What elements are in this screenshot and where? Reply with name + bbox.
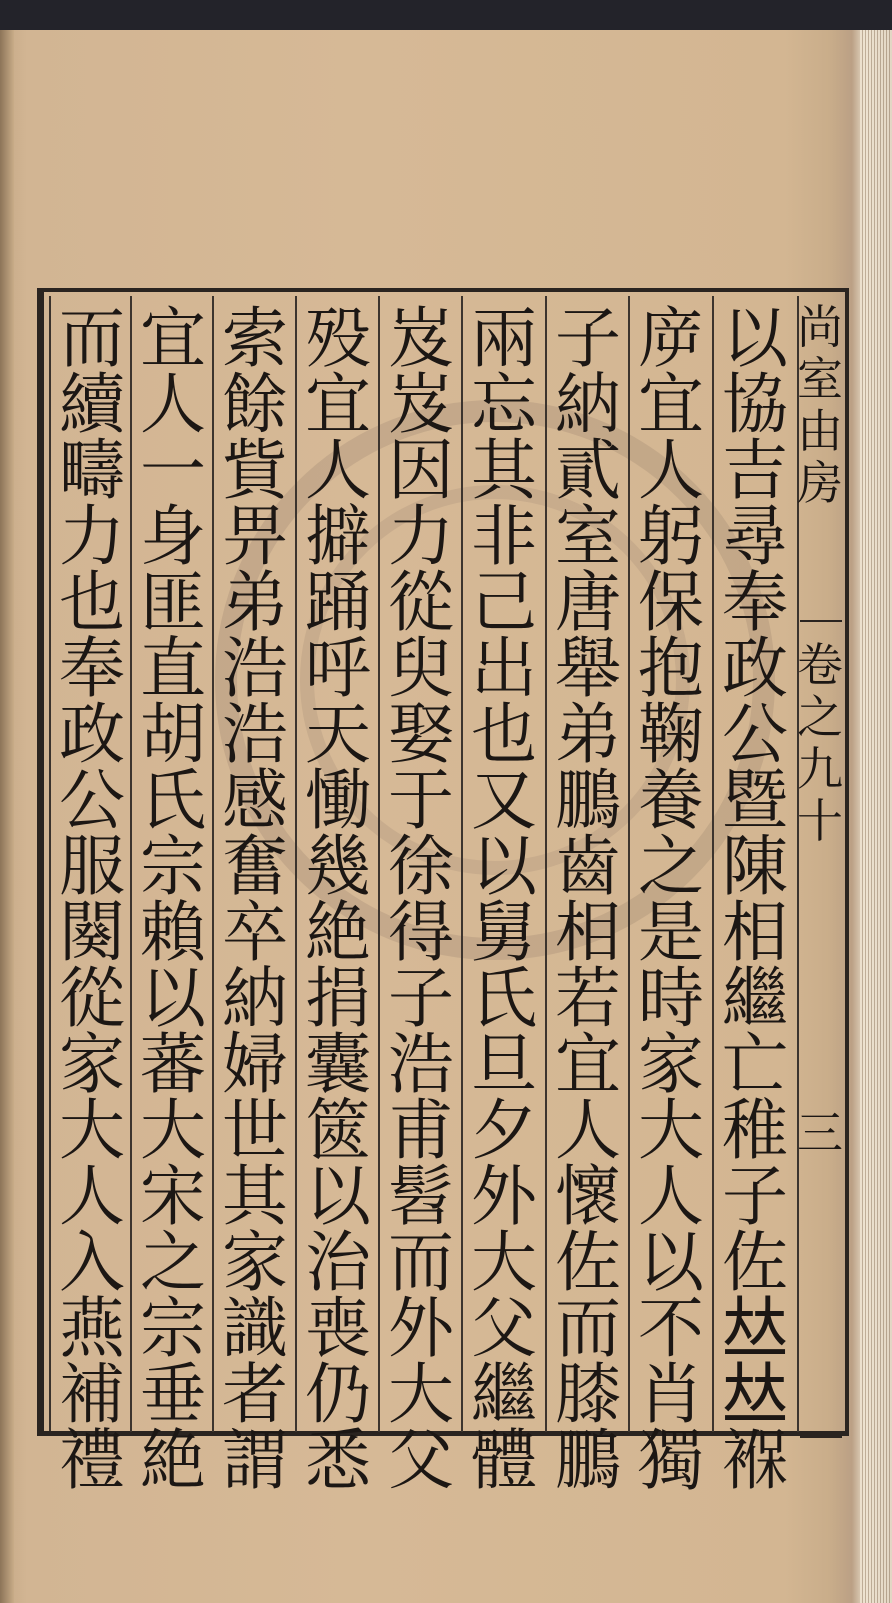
glyph: 捐 [305, 960, 371, 1037]
glyph: 殁 [305, 300, 371, 377]
glyph: 也 [59, 564, 125, 641]
glyph: 陳 [722, 828, 788, 905]
glyph: 得 [388, 894, 454, 971]
glyph: 畀 [222, 498, 288, 575]
text-column-5 [379, 300, 463, 1499]
text-column-9 [50, 300, 134, 1499]
glyph: 而 [388, 1224, 454, 1301]
glyph: 浩 [388, 1026, 454, 1103]
glyph: 父 [471, 1290, 537, 1367]
glyph: 出 [471, 630, 537, 707]
glyph: 獨 [638, 1422, 704, 1499]
glyph: 外 [471, 1158, 537, 1235]
text-column-8 [131, 300, 215, 1499]
glyph: 力 [388, 498, 454, 575]
glyph: 喪 [305, 1290, 371, 1367]
glyph: 于 [388, 762, 454, 839]
glyph: 九 [797, 742, 843, 796]
glyph: 大 [638, 1092, 704, 1169]
glyph: 協 [722, 366, 788, 443]
glyph: 謂 [222, 1422, 288, 1499]
glyph: 人 [555, 1092, 621, 1169]
glyph: 亡 [722, 1026, 788, 1103]
glyph: 宗 [140, 828, 206, 905]
glyph: 躬 [638, 498, 704, 575]
glyph: 家 [59, 1026, 125, 1103]
text-column-4 [462, 300, 546, 1499]
glyph: 以 [305, 1158, 371, 1235]
glyph: 父 [388, 1422, 454, 1499]
glyph: 人 [140, 366, 206, 443]
glyph: 卷 [797, 638, 843, 692]
glyph: 浩 [222, 696, 288, 773]
glyph: 身 [140, 498, 206, 575]
glyph: 也 [471, 696, 537, 773]
glyph: 貳 [555, 432, 621, 509]
gutter-book-title [797, 300, 843, 512]
glyph: 宋 [140, 1158, 206, 1235]
glyph: 繼 [722, 960, 788, 1037]
glyph: 天 [305, 696, 371, 773]
glyph: 之 [140, 1224, 206, 1301]
glyph: 子 [555, 300, 621, 377]
glyph: 禮 [59, 1422, 125, 1499]
glyph: 繼 [471, 1356, 537, 1433]
glyph: 外 [388, 1290, 454, 1367]
text-column-2 [629, 300, 713, 1499]
glyph: 宜 [140, 300, 206, 377]
glyph: 鞠 [638, 696, 704, 773]
glyph: 卒 [222, 894, 288, 971]
glyph: 之 [638, 828, 704, 905]
glyph: 擗 [305, 498, 371, 575]
glyph: 室 [797, 352, 843, 406]
glyph: 唐 [555, 564, 621, 641]
gutter-volume-label [797, 638, 843, 850]
glyph: 大 [59, 1092, 125, 1169]
glyph: 因 [388, 432, 454, 509]
glyph: 人 [305, 432, 371, 509]
glyph: 奉 [59, 630, 125, 707]
glyph: 甫 [388, 1092, 454, 1169]
glyph: 佐 [722, 1224, 788, 1301]
glyph: 政 [722, 630, 788, 707]
glyph: 治 [305, 1224, 371, 1301]
glyph: 暨 [722, 762, 788, 839]
glyph: 公 [722, 696, 788, 773]
glyph: 大 [388, 1356, 454, 1433]
page-left-edge [0, 30, 14, 1603]
glyph: 人 [638, 432, 704, 509]
glyph: 服 [59, 828, 125, 905]
glyph: 者 [222, 1356, 288, 1433]
glyph: 人 [59, 1158, 125, 1235]
glyph: 舅 [471, 894, 537, 971]
glyph: 而 [59, 300, 125, 377]
glyph: 悉 [305, 1422, 371, 1499]
glyph: 若 [555, 960, 621, 1037]
glyph: 體 [471, 1422, 537, 1499]
glyph: 娶 [388, 696, 454, 773]
glyph: 相 [555, 894, 621, 971]
glyph: 㡿 [638, 300, 704, 377]
glyph: 呼 [305, 630, 371, 707]
glyph: 納 [555, 366, 621, 443]
glyph: 鵬 [555, 1422, 621, 1499]
glyph: 岌 [388, 366, 454, 443]
glyph: 以 [471, 828, 537, 905]
glyph: 以 [638, 1224, 704, 1301]
glyph: 大 [471, 1224, 537, 1301]
glyph: 幾 [305, 828, 371, 905]
glyph: 人 [638, 1158, 704, 1235]
glyph: 由 [797, 404, 843, 458]
glyph: 尋 [722, 498, 788, 575]
gutter-folio-number: 三 [797, 1106, 843, 1160]
glyph: 索 [222, 300, 288, 377]
glyph: 氏 [471, 960, 537, 1037]
glyph: 夕 [471, 1092, 537, 1169]
glyph: 褓 [722, 1422, 788, 1499]
glyph: 感 [222, 762, 288, 839]
glyph: 肖 [638, 1356, 704, 1433]
glyph: 其 [471, 432, 537, 509]
glyph: 宜 [555, 1026, 621, 1103]
glyph: 奉 [722, 564, 788, 641]
glyph: 從 [59, 960, 125, 1037]
text-column-3 [546, 300, 630, 1499]
glyph: 婦 [222, 1026, 288, 1103]
glyph: 臾 [388, 630, 454, 707]
glyph: 非 [471, 498, 537, 575]
glyph: 篋 [305, 1092, 371, 1169]
glyph: 蕃 [140, 1026, 206, 1103]
glyph: 燕 [59, 1290, 125, 1367]
glyph: 宜 [638, 366, 704, 443]
glyph: 之 [797, 690, 843, 744]
glyph: 徐 [388, 828, 454, 905]
glyph: 𠀤 [722, 1290, 788, 1367]
glyph: 奮 [222, 828, 288, 905]
glyph: 岌 [388, 300, 454, 377]
glyph: 入 [59, 1224, 125, 1301]
glyph: 力 [59, 498, 125, 575]
glyph: 宗 [140, 1290, 206, 1367]
scan-background-top [0, 0, 892, 30]
glyph: 世 [222, 1092, 288, 1169]
glyph: 抱 [638, 630, 704, 707]
glyph: 忘 [471, 366, 537, 443]
glyph: 氏 [140, 762, 206, 839]
glyph: 室 [555, 498, 621, 575]
glyph: 賴 [140, 894, 206, 971]
glyph: 胡 [140, 696, 206, 773]
glyph: 識 [222, 1290, 288, 1367]
center-gutter [798, 296, 842, 1431]
glyph: 直 [140, 630, 206, 707]
glyph: 佐 [555, 1224, 621, 1301]
text-column-6 [296, 300, 380, 1499]
glyph: 公 [59, 762, 125, 839]
glyph: 續 [59, 366, 125, 443]
text-column-7 [213, 300, 297, 1499]
glyph: 相 [722, 894, 788, 971]
text-column-1 [713, 300, 797, 1499]
glyph: 𠀤 [722, 1356, 788, 1433]
glyph: 弟 [555, 696, 621, 773]
glyph: 浩 [222, 630, 288, 707]
glyph: 旦 [471, 1026, 537, 1103]
glyph: 齒 [555, 828, 621, 905]
glyph: 貲 [222, 432, 288, 509]
page-stack-edge [860, 30, 892, 1603]
glyph: 己 [471, 564, 537, 641]
glyph: 垂 [140, 1356, 206, 1433]
glyph: 房 [797, 456, 843, 510]
glyph: 十 [797, 794, 843, 848]
glyph: 納 [222, 960, 288, 1037]
glyph: 疇 [59, 432, 125, 509]
glyph: 囊 [305, 1026, 371, 1103]
glyph: 其 [222, 1158, 288, 1235]
glyph: 匪 [140, 564, 206, 641]
glyph: 稚 [722, 1092, 788, 1169]
glyph: 仍 [305, 1356, 371, 1433]
glyph: 懷 [555, 1158, 621, 1235]
glyph: 而 [555, 1290, 621, 1367]
glyph: 從 [388, 564, 454, 641]
glyph: 不 [638, 1290, 704, 1367]
glyph: 髫 [388, 1158, 454, 1235]
glyph: 餘 [222, 366, 288, 443]
glyph: 家 [222, 1224, 288, 1301]
glyph: 慟 [305, 762, 371, 839]
glyph: 兩 [471, 300, 537, 377]
glyph: 子 [722, 1158, 788, 1235]
glyph: 補 [59, 1356, 125, 1433]
glyph: 家 [638, 1026, 704, 1103]
glyph: 吉 [722, 432, 788, 509]
glyph: 又 [471, 762, 537, 839]
glyph: 以 [722, 300, 788, 377]
glyph: 保 [638, 564, 704, 641]
glyph: 鵬 [555, 762, 621, 839]
glyph: 絶 [305, 894, 371, 971]
fishtail-mark-bottom [800, 1436, 842, 1438]
glyph: 弟 [222, 564, 288, 641]
glyph: 是 [638, 894, 704, 971]
glyph: 政 [59, 696, 125, 773]
glyph: 膝 [555, 1356, 621, 1433]
glyph: 時 [638, 960, 704, 1037]
glyph: 以 [140, 960, 206, 1037]
glyph: 闋 [59, 894, 125, 971]
glyph: 宜 [305, 366, 371, 443]
glyph: 絶 [140, 1422, 206, 1499]
glyph: 大 [140, 1092, 206, 1169]
glyph: 舉 [555, 630, 621, 707]
glyph: 尚 [797, 300, 843, 354]
glyph: 子 [388, 960, 454, 1037]
glyph: 一 [140, 432, 206, 509]
glyph: 踊 [305, 564, 371, 641]
glyph: 養 [638, 762, 704, 839]
